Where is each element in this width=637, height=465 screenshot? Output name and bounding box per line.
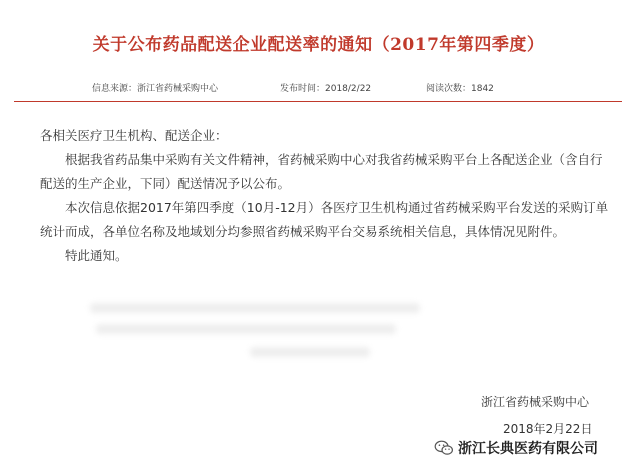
meta-view-count: 阅读次数：1842 <box>426 84 494 94</box>
paragraph-2: 本次信息依据2017年第四季度（10月-12月）各医疗卫生机构通过省药械采购平台发送的采购订单统计而成，各单位名称及地域划分均参照省药械采购平台交易系统相关信息，具体情况见附件。 <box>40 200 609 239</box>
signature-organization: 浙江省药械采购中心 <box>481 395 590 409</box>
meta-publish-date: 发布时间：2018/2/22 <box>280 84 372 94</box>
blurred-attachment-line <box>96 324 396 334</box>
article-body <box>40 124 610 268</box>
closing-text: 特此通知。 <box>65 248 128 263</box>
salutation: 各相关医疗卫生机构、配送企业： <box>40 128 228 143</box>
signature-date: 2018年2月22日 <box>503 422 593 436</box>
paragraph-1: 根据我省药品集中采购有关文件精神，省药械采购中心对我省药械采购平台上各配送企业（含自行配送的生产企业，下同）配送情况予以公布。 <box>40 152 603 191</box>
title-divider <box>14 101 622 102</box>
wechat-icon <box>434 440 454 456</box>
page-title: 关于公布药品配送企业配送率的通知（2017年第四季度） <box>92 35 545 55</box>
blurred-attachment-line <box>250 347 370 357</box>
meta-source: 信息来源：浙江省药械采购中心 <box>92 84 219 94</box>
blurred-attachment-line <box>90 303 420 313</box>
watermark-text: 浙江长典医药有限公司 <box>458 441 598 457</box>
watermark <box>430 437 602 459</box>
